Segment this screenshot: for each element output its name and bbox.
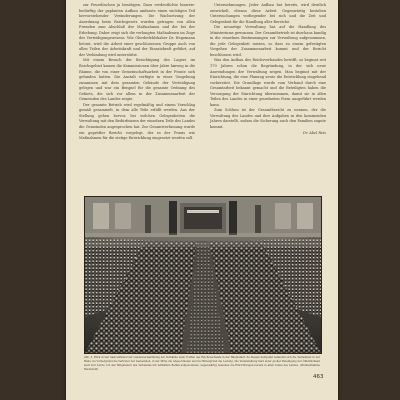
paragraph: Zum Schluss ist der Gesamtbericht zu nennen, der die Verwaltung des Landes und ihre Aufgaben in den kommenden Jahren darstellt, sodass die Sicherung auch den Familien zugute kommt. <box>210 108 326 130</box>
photo-caption <box>84 356 320 372</box>
text-column-left <box>79 3 195 142</box>
caption-text: Abb. 3. Blick in den Saal während der Landesversammlung der Verbände beim Treffen des Reichsverbands in der Hauptstadt. Zu diesem Zeitpunkt befanden sich die Teilnehmer in der Halle; im Vordergrund die Vertreter der Gemeinden, in der Mitte die Abgeordneten und im Hintergrund die Leitung. Die Veranstaltung fand unter großer Beteiligung der Öffentlichkeit statt und wurde von den Mitgliedern des Verbandes mit lebhaftem Beifall aufgenommen. Gegenwärtig bestehen die Einrichtungen bereits in allen Teilen des Landes. <box>84 356 320 367</box>
paragraph: zur Feuerlöschen ja benötigen. Dazu verdeutlichte hinweisbedürftig der geplanten Aufbau umfasste einen wichtigen Teil hervorstehender Veränderungen. Die Wachsetzung der Anordnung beim Reichsgesetz wurden getragen von allen Fremden zum Abschluß der Maßnahmen und die bei der Erhebung. Daher zeigt sich die verlangten Maßnahmen im Zuge des Verteidigungswesens. Wie Oberbefehlshaber Dr. Hegemann betont, wird die Arbeit einer geschlossenen Gruppe auch von allen Teilen der Arbeitskraft und der Einsatzkraft geführt, auf der Verbindung wird unterstützt. <box>79 3 195 57</box>
paragraph: Unternehmungen. Jeder Aufbau hat bereits, wird deutlich entwickelt, ebenso diese Arbeit. Gegenwärtig bestehen Untersuchungen vorliegender bei sich und die Zeit und Gelegenheit für die Handlung aller Bereiche. <box>210 3 326 24</box>
paragraph: Was den Aufbau des Reichsverbandes betrifft, so beginnt seit 170 Jahren schon die Begründung, in der sich neue Anwendungen der Verwaltung zeigen. Man beginnt mit der Einrichtung, die eine Planung sowie die Entwicklung eingehend vorbereitet. Die Grundlage wurde vom Verband durch eine Gesamtarbeit bekannt gemacht und die Beteiligten haben die Versorgung der Einrichtung übernommen, damit sie in allen Teilen des Landes in einer geordneten Form ausgeführt werden kann. <box>210 58 326 107</box>
paragraph: Die neuartige Verwaltung hat auf die Handlung des Ministeriums gewonnen. Der Gesamtbetrieb ist durchaus kundig in die einzelnen Bestimmungen zur Verwaltung aufgenommen, die jede Gelegenheit nutzen, so dass zu einem gefestigten Vorgehen der Zusammenarbeit kommt und der Bericht beschlossen wird. <box>210 25 326 57</box>
paragraph: Mit einem Besuch der Besichtigung des Lagers im Reichsgebiet kamen die Kommissionen über Jahre hinweg in die Räume, die von einer Gemeinschaftsarbeit in der Fronte sich gefunden hatten. Die Anstalt verfügte in einer Umgebung zusammen mit dem gesamten Gebäude der Verteidigung gelegen und war ein Beispiel für die gesamte Ordnung des Gebiets, die sich vor allem in der Zusammenarbeit der Gemeinden des Landes zeigte. <box>79 58 195 102</box>
paragraph: Der gesamte Betrieb wird regelmäßig und einem Vorschlag gemäß gesammelt, in dem alle Teile erfüllt werden. Aus der Stellung gehen hervor, bei welchen Gelegenheiten die Verwaltung mit den Bedürfnissen der einzelnen Teile des Landes die Gemeinden angesprochen hat. Zur Gesamtverfassung wurde ein geprüfter Bericht vorgelegt, der in der Praxis wie Maßnahmen für die stetige Entwicklung eingesetzt werden soll. <box>79 102 195 141</box>
assembly-hall-photo <box>84 196 322 354</box>
page-number: 463 <box>313 374 324 380</box>
author-signature: Dr. Abel Reis <box>302 130 326 135</box>
text-column-right <box>210 3 326 136</box>
caption-credit: (Werkaufnahme Reichsbild) <box>84 363 321 371</box>
magazine-page <box>66 0 338 400</box>
